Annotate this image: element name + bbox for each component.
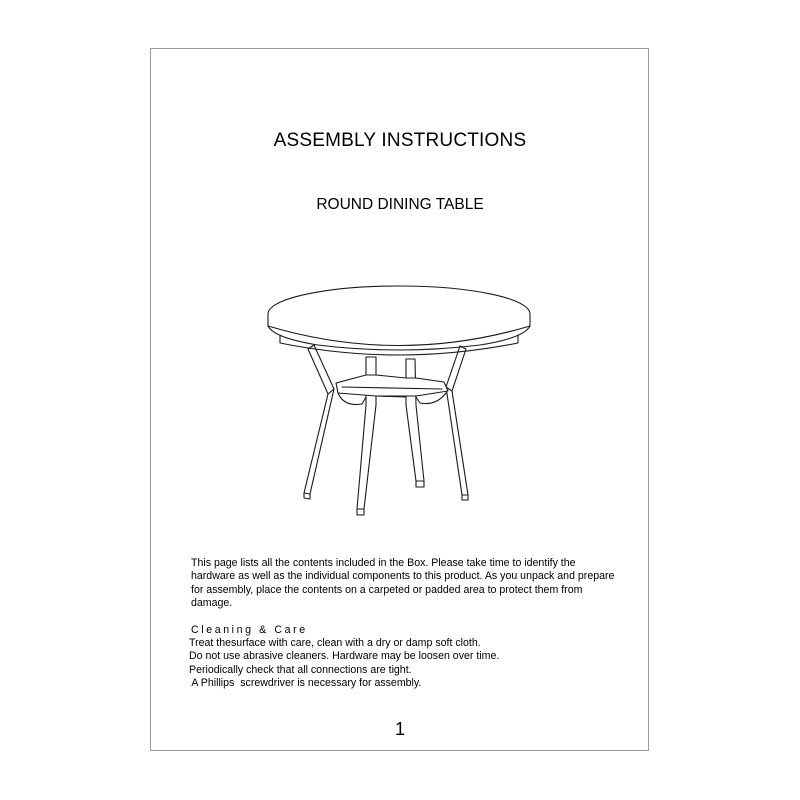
intro-paragraph (191, 557, 621, 611)
care-list (189, 637, 619, 691)
intro-text: This page lists all the contents included in the Box. Please take time to identify the hardware as well as the individual components to this product. As you unpack and prepare for assembly, place the contents on a carpeted or padded area to protect them from damage. (191, 557, 615, 610)
document-subtitle: ROUND DINING TABLE (316, 196, 484, 213)
care-line: Do not use abrasive cleaners. Hardware may be loosen over time. (189, 650, 500, 663)
care-line: Periodically check that all connections are tight. (189, 663, 412, 676)
care-line: Treat thesurface with care, clean with a dry or damp soft cloth. (189, 637, 481, 649)
front-leg-right (406, 359, 424, 481)
back-leg-left (308, 345, 334, 394)
table-top-edge (268, 314, 530, 346)
document-title: ASSEMBLY INSTRUCTIONS (273, 130, 527, 151)
table-illustration (258, 283, 548, 519)
care-line: A Phillips screwdriver is necessary for assembly. (189, 677, 422, 690)
care-heading: Cleaning & Care (191, 624, 308, 636)
lower-shelf (336, 375, 448, 396)
page-number: 1 (394, 719, 405, 739)
